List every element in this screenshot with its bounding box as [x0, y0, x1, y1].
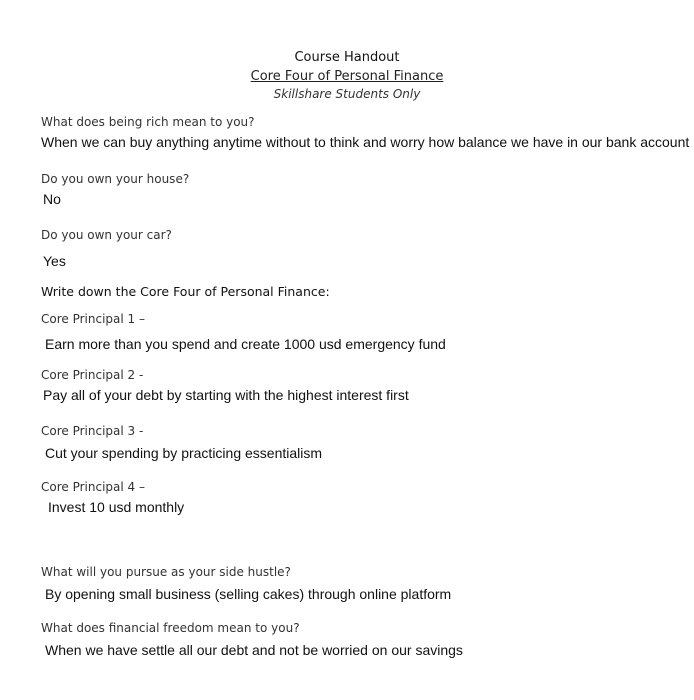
principal-2-label: Core Principal 2 - — [41, 368, 144, 382]
principal-1-answer: Earn more than you spend and create 1000 usd emergency fund — [45, 336, 446, 352]
answer-house: No — [43, 191, 61, 207]
question-house: Do you own your house? — [41, 172, 190, 186]
question-car: Do you own your car? — [41, 228, 172, 242]
core-four-prompt: Write down the Core Four of Personal Finance: — [41, 284, 330, 299]
principal-3-label: Core Principal 3 - — [41, 424, 144, 438]
principal-4-answer: Invest 10 usd monthly — [48, 499, 185, 515]
principal-1-label: Core Principal 1 – — [41, 312, 145, 326]
answer-side-hustle: By opening small business (selling cakes) through online platform — [45, 586, 452, 602]
audience-note: Skillshare Students Only — [273, 87, 421, 101]
handout-subtitle: Core Four of Personal Finance — [250, 69, 444, 84]
question-side-hustle: What will you pursue as your side hustle? — [41, 565, 291, 579]
handout-title: Course Handout — [294, 50, 400, 65]
question-financial-freedom: What does financial freedom mean to you? — [41, 621, 300, 635]
question-rich: What does being rich mean to you? — [41, 115, 255, 129]
principal-3-answer: Cut your spending by practicing essentialism — [45, 445, 323, 461]
answer-financial-freedom: When we have settle all our debt and not be worried on our savings — [45, 642, 463, 658]
answer-rich: When we can buy anything anytime without to think and worry how balance we have in our bank account — [41, 134, 690, 150]
principal-4-label: Core Principal 4 – — [41, 480, 145, 494]
answer-car: Yes — [43, 253, 66, 269]
principal-2-answer: Pay all of your debt by starting with the highest interest first — [43, 387, 409, 403]
